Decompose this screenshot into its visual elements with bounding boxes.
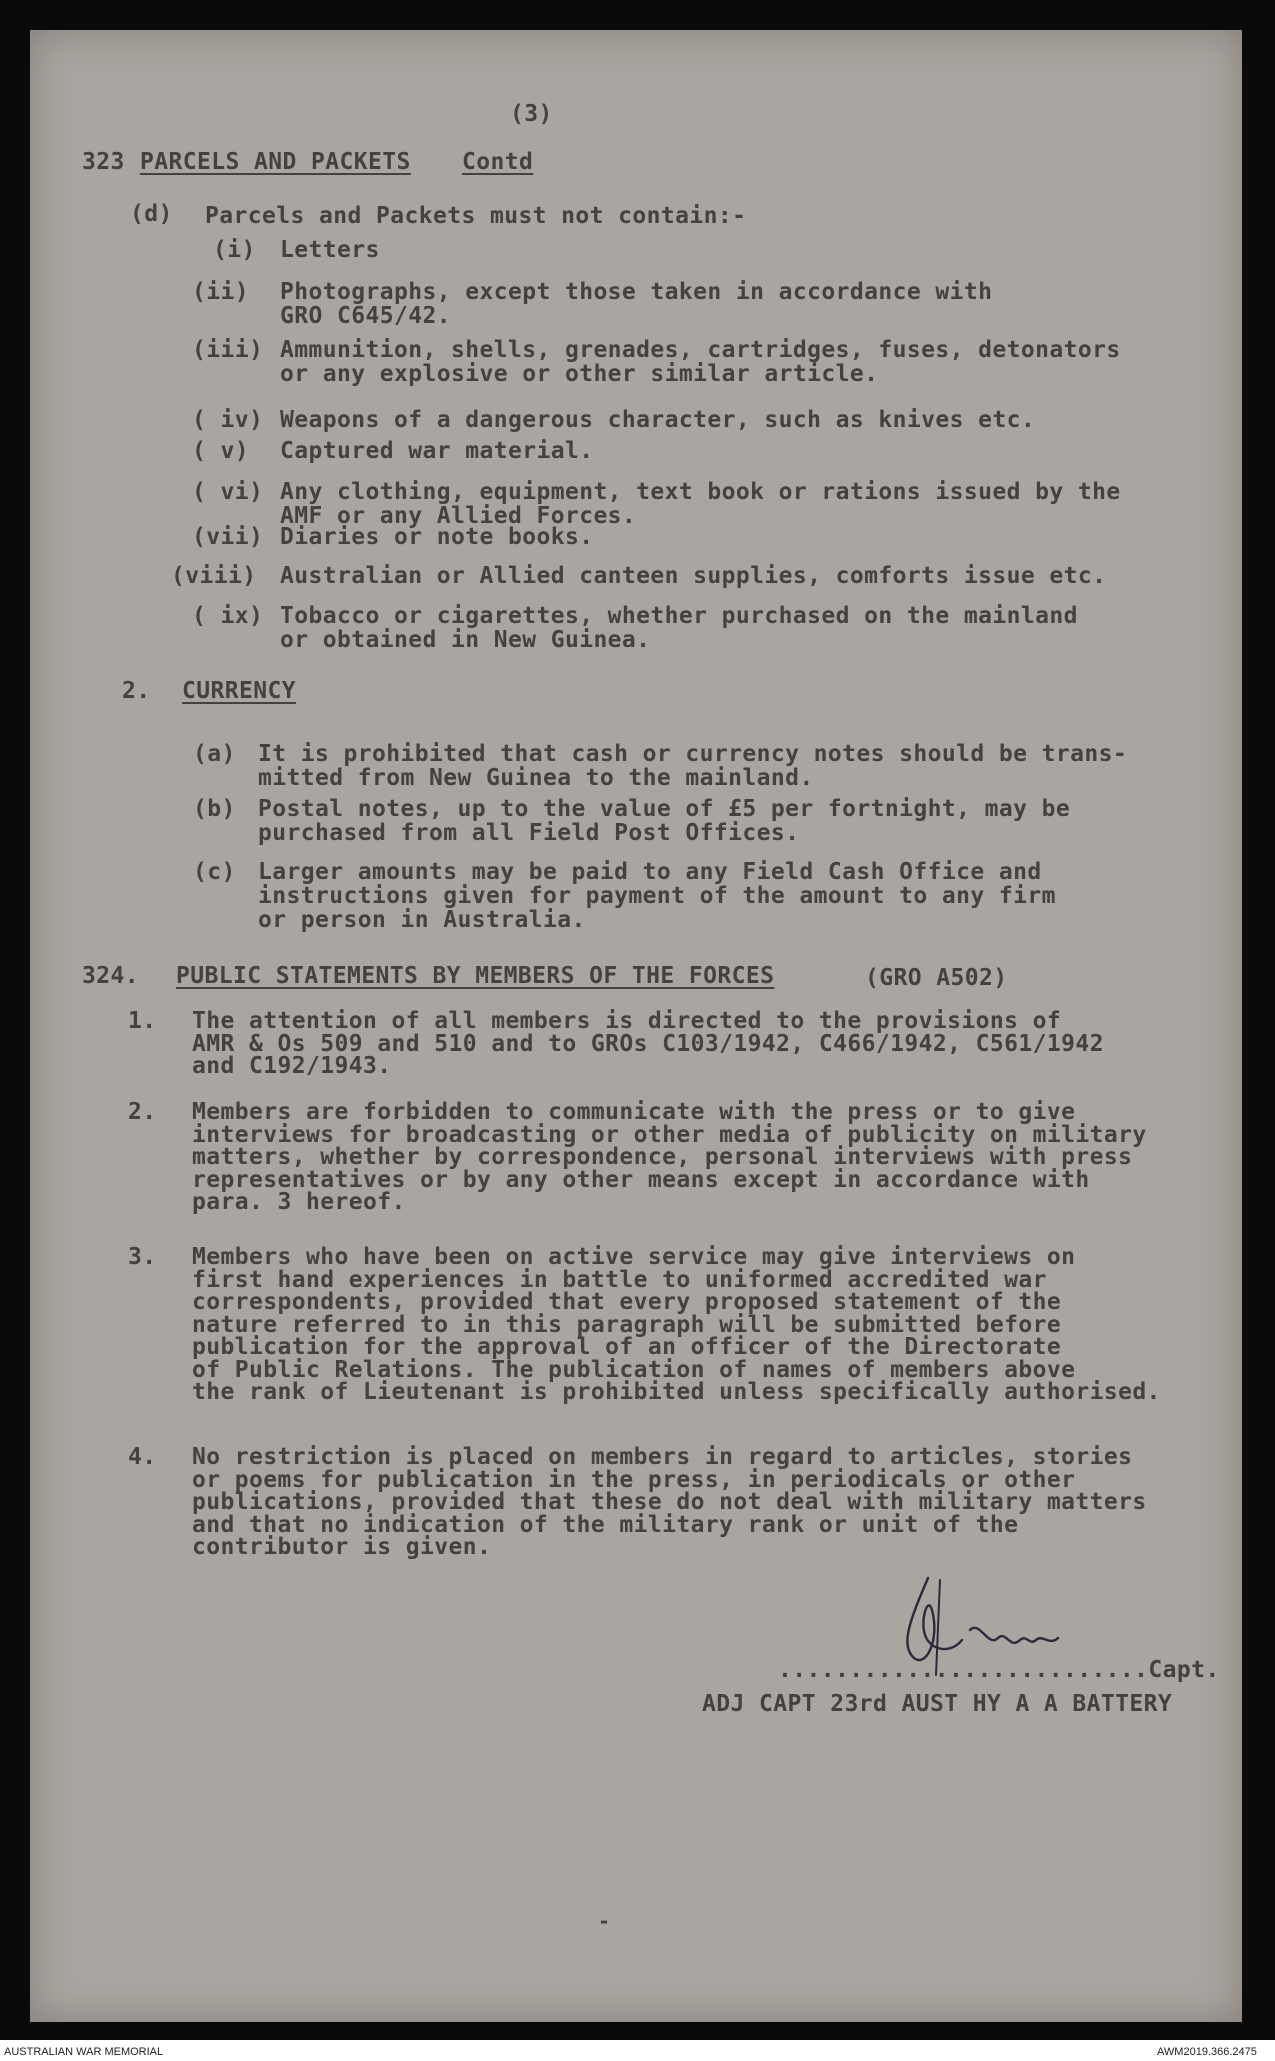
section-title: PARCELS AND PACKETS xyxy=(140,149,411,175)
section-contd: Contd xyxy=(462,149,534,175)
paragraph-line: Members are forbidden to communicate with the press or to give xyxy=(192,1099,1076,1125)
item-text: Captured war material. xyxy=(280,438,594,464)
item-label: (viii) xyxy=(171,563,257,589)
item-label: (d) xyxy=(130,201,173,227)
paragraph-line: The attention of all members is directed to the provisions of xyxy=(192,1008,1062,1034)
item-label: (b) xyxy=(193,796,236,822)
paragraph-line: correspondents, provided that every proposed statement of the xyxy=(192,1289,1062,1315)
item-text: or any explosive or other similar article. xyxy=(280,361,879,387)
item-label: (c) xyxy=(193,859,236,885)
section-title: CURRENCY xyxy=(182,678,296,704)
item-label: ( iv) xyxy=(192,407,264,433)
section-number: 2. xyxy=(122,678,151,704)
item-text: Postal notes, up to the value of £5 per fortnight, may be xyxy=(258,796,1071,822)
item-text: Australian or Allied canteen supplies, comforts issue etc. xyxy=(280,563,1107,589)
signature-title-block: ADJ CAPT 23rd AUST HY A A BATTERY xyxy=(702,1691,1173,1717)
paragraph-line: and that no indication of the military rank or unit of the xyxy=(192,1511,1019,1538)
item-text: Tobacco or cigarettes, whether purchased on the mainland xyxy=(280,603,1078,629)
paragraph-line: No restriction is placed on members in regard to articles, stories xyxy=(192,1444,1133,1470)
item-text: AMF or any Allied Forces. xyxy=(280,503,637,529)
paragraph-line: nature referred to in this paragraph will be submitted before xyxy=(192,1311,1062,1338)
item-label: ( vi) xyxy=(192,479,264,505)
item-text: Weapons of a dangerous character, such as knives etc. xyxy=(280,407,1036,433)
footer-right: AWM2019.366.2475 xyxy=(1157,2046,1257,2058)
item-text: Diaries or note books. xyxy=(280,524,594,550)
paragraph-line: interviews for broadcasting or other media of publicity on military xyxy=(192,1121,1147,1148)
item-text: Any clothing, equipment, text book or rations issued by the xyxy=(280,479,1121,505)
paragraph-line: matters, whether by correspondence, personal interviews with press xyxy=(192,1144,1133,1170)
item-text: mitted from New Guinea to the mainland. xyxy=(258,765,814,791)
paragraph-number: 1. xyxy=(128,1008,157,1034)
item-label: (ii) xyxy=(192,279,249,305)
item-text: Ammunition, shells, grenades, cartridges, fuses, detonators xyxy=(280,337,1121,363)
paragraph-line: and C192/1943. xyxy=(192,1053,392,1079)
paragraph-number: 3. xyxy=(128,1244,157,1270)
item-text: Larger amounts may be paid to any Field Cash Office and xyxy=(258,859,1042,885)
paragraph-line: the rank of Lieutenant is prohibited unless specifically authorised. xyxy=(192,1379,1161,1405)
item-label: (vii) xyxy=(192,524,264,550)
section-title: PUBLIC STATEMENTS BY MEMBERS OF THE FORCES xyxy=(176,963,775,989)
page-bottom-mark: - xyxy=(598,1909,611,1933)
item-text: or obtained in New Guinea. xyxy=(280,627,651,653)
section-number: 323 xyxy=(82,149,125,175)
item-text: Letters xyxy=(280,237,380,263)
paragraph-line: Members who have been on active service may give interviews on xyxy=(192,1244,1076,1270)
paragraph-line: representatives or by any other means except in accordance with xyxy=(192,1166,1090,1193)
page-number: (3) xyxy=(510,101,553,127)
item-text: instructions given for payment of the amount to any firm xyxy=(258,883,1056,909)
item-label: ( v) xyxy=(192,438,249,464)
paragraph-line: first hand experiences in battle to uniformed accredited war xyxy=(192,1266,1047,1293)
item-label: (iii) xyxy=(192,337,264,363)
item-text: GRO C645/42. xyxy=(280,303,451,329)
signature-dots-line: ..........................Capt. xyxy=(778,1657,1220,1683)
paragraph-number: 4. xyxy=(128,1444,157,1470)
item-text: It is prohibited that cash or currency notes should be trans- xyxy=(258,741,1128,767)
paragraph-line: publications, provided that these do not deal with military matters xyxy=(192,1489,1147,1515)
paragraph-line: contributor is given. xyxy=(192,1534,492,1560)
footer-left: AUSTRALIAN WAR MEMORIAL xyxy=(4,2046,164,2058)
item-text: Parcels and Packets must not contain:- xyxy=(205,203,747,229)
paragraph-line: para. 3 hereof. xyxy=(192,1189,406,1215)
item-label: (i) xyxy=(213,237,256,263)
paragraph-line: AMR & Os 509 and 510 and to GROs C103/1942, C466/1942, C561/1942 xyxy=(192,1030,1104,1057)
paragraph-line: or poems for publication in the press, in periodicals or other xyxy=(192,1466,1076,1493)
item-label: ( ix) xyxy=(192,603,264,629)
item-label: (a) xyxy=(193,741,236,767)
item-text: Photographs, except those taken in accordance with xyxy=(280,279,993,305)
item-text: or person in Australia. xyxy=(258,907,586,933)
section-reference: (GRO A502) xyxy=(865,965,1008,991)
paragraph-line: of Public Relations. The publication of names of members above xyxy=(192,1356,1076,1383)
paragraph-line: publication for the approval of an officer of the Directorate xyxy=(192,1334,1062,1360)
section-number: 324. xyxy=(82,963,139,989)
item-text: purchased from all Field Post Offices. xyxy=(258,820,800,846)
paragraph-number: 2. xyxy=(128,1099,157,1125)
